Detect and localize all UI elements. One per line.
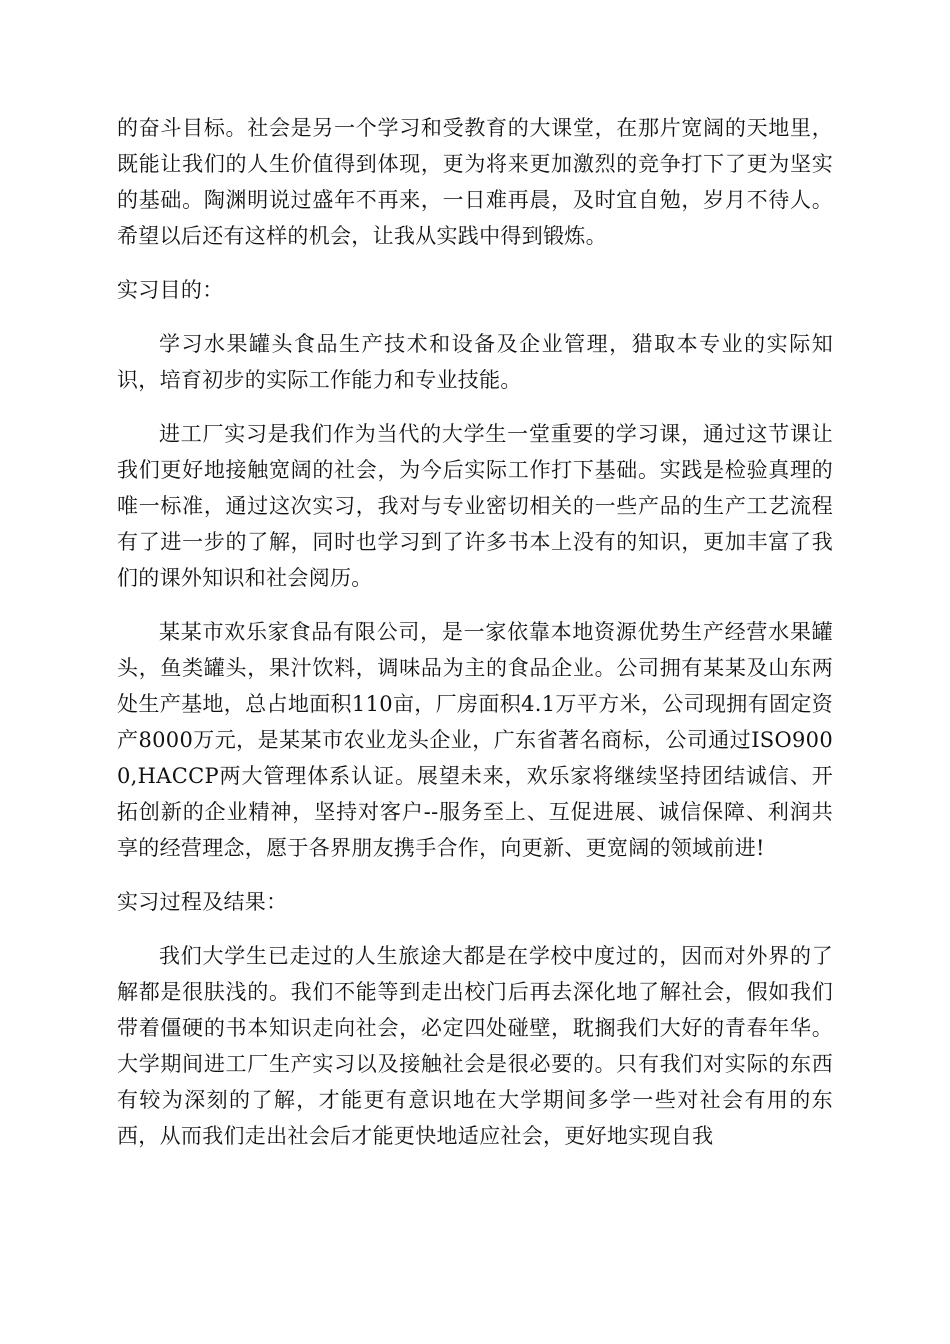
paragraph-company-intro: 某某市欢乐家食品有限公司，是一家依靠本地资源优势生产经营水果罐头，鱼类罐头，果汁饮料，调味品为主的食品企业。公司拥有某某及山东两处生产基地，总占地面积110亩，厂房面积4.1万平方米，公司现拥有固定资产8000万元，是某某市农业龙头企业，广东省著名商标，公司通过ISO9000,HACCP两大管理体系认证。展望未来，欢乐家将继续坚持团结诚信、开拓创新的企业精神，坚持对客户--服务至上、互促进展、诚信保障、利润共享的经营理念，愿于各界朋友携手合作，向更新、更宽阔的领域前进! (117, 620, 833, 860)
paragraph-process: 我们大学生已走过的人生旅途大都是在学校中度过的，因而对外界的了解都是很肤浅的。我们不能等到走出校门后再去深化地了解社会，假如我们带着僵硬的书本知识走向社会，必定四处碰壁，耽搁我们大好的青春年华。大学期间进工厂生产实习以及接触社会是很必要的。只有我们对实际的东西有较为深刻的了解，才能更有意识地在大学期间多学一些对社会有用的东西，从而我们走出社会后才能更快地适应社会，更好地实现自我 (117, 944, 833, 1148)
section-heading-process: 实习过程及结果： (117, 890, 288, 914)
paragraph-factory-internship: 进工厂实习是我们作为当代的大学生一堂重要的学习课，通过这节课让我们更好地接触宽阔的社会，为今后实际工作打下基础。实践是检验真理的唯一标准，通过这次实习，我对与专业密切相关的一些产品的生产工艺流程有了进一步的了解，同时也学习到了许多书本上没有的知识，更加丰富了我们的课外知识和社会阅历。 (117, 422, 833, 590)
paragraph-continuation: 的奋斗目标。社会是另一个学习和受教育的大课堂，在那片宽阔的天地里，既能让我们的人生价值得到体现，更为将来更加激烈的竞争打下了更为坚实的基础。陶渊明说过盛年不再来，一日难再晨，及时宜自勉，岁月不待人。希望以后还有这样的机会，让我从实践中得到锻炼。 (117, 116, 833, 248)
paragraph-purpose: 学习水果罐头食品生产技术和设备及企业管理，猎取本专业的实际知识，培育初步的实际工作能力和专业技能。 (117, 332, 833, 392)
document-body (117, 110, 833, 1172)
section-heading-purpose: 实习目的： (117, 278, 224, 302)
